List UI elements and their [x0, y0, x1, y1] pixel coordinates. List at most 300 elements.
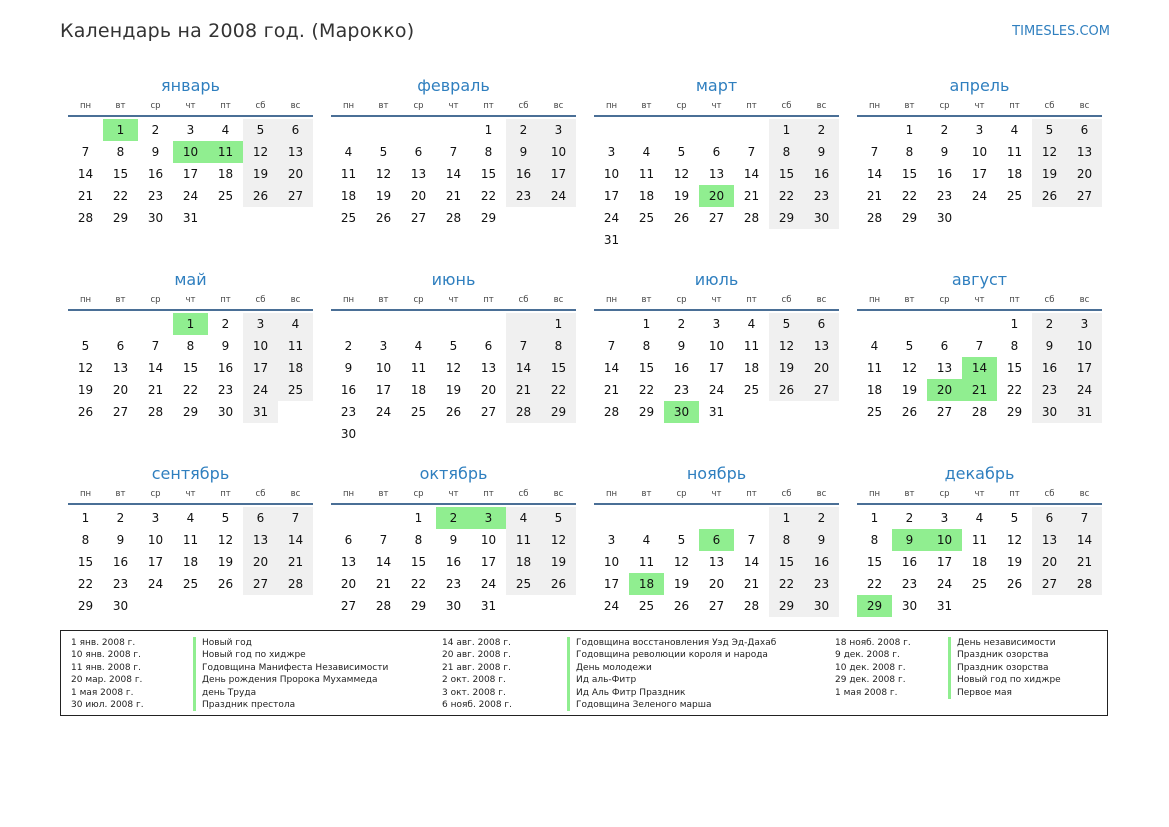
day-cell: 12 [243, 141, 278, 163]
day-cell: 25 [743, 383, 760, 397]
weekday-header [68, 291, 313, 311]
day-cell: 3 [541, 119, 576, 141]
day-cell: 12 [673, 555, 690, 569]
day-cell: 22 [769, 573, 804, 595]
day-cell: 28 [971, 405, 988, 419]
weekday-label: ср [676, 101, 687, 111]
day-cell: 31 [1067, 401, 1102, 423]
day-cell: 25 [182, 577, 199, 591]
empty-cell [103, 313, 138, 335]
day-cell: 21 [1067, 551, 1102, 573]
day-cell: 6 [414, 145, 423, 159]
weekday-header [857, 485, 1102, 505]
day-cell: 28 [506, 401, 541, 423]
day-cell: 4 [975, 511, 984, 525]
day-cell: 2 [940, 123, 949, 137]
day-cell: 7 [81, 145, 90, 159]
day-cell: 10 [173, 141, 208, 163]
day-cell: 30 [445, 599, 462, 613]
day-cell: 3 [975, 123, 984, 137]
day-cell: 13 [480, 361, 497, 375]
day-cell: 21 [866, 189, 883, 203]
day-cell: 26 [541, 573, 576, 595]
empty-cell [68, 119, 103, 141]
day-cell: 9 [892, 529, 927, 551]
day-cell: 17 [147, 555, 164, 569]
day-cell: 28 [743, 211, 760, 225]
weekday-label: пт [220, 295, 231, 305]
day-cell: 12 [445, 361, 462, 375]
day-cell: 20 [1067, 163, 1102, 185]
day-cell: 25 [278, 379, 313, 401]
day-cell: 28 [147, 405, 164, 419]
empty-cell [769, 229, 804, 251]
month-10 [331, 463, 576, 631]
day-cell: 6 [804, 313, 839, 335]
weekday-label: чт [448, 295, 459, 305]
weekday-label: вт [378, 295, 389, 305]
day-cell: 13 [243, 529, 278, 551]
day-cell: 26 [445, 405, 462, 419]
day-cell: 16 [804, 551, 839, 573]
day-cell: 22 [541, 379, 576, 401]
day-cell: 2 [506, 119, 541, 141]
empty-cell [401, 119, 436, 141]
day-cell: 28 [1067, 573, 1102, 595]
weekday-label: чт [448, 101, 459, 111]
day-cell: 7 [607, 339, 616, 353]
legend-date: 21 авг. 2008 г. [442, 662, 511, 673]
weekday-label: пн [605, 295, 618, 305]
day-cell: 26 [673, 599, 690, 613]
legend-date: 20 авг. 2008 г. [442, 650, 511, 661]
day-cell: 19 [77, 383, 94, 397]
legend-holiday-name: Первое мая [957, 687, 1012, 698]
month-4 [857, 75, 1102, 269]
day-cell: 3 [379, 339, 388, 353]
day-cell: 7 [747, 533, 756, 547]
day-cell: 19 [1006, 555, 1023, 569]
legend-names-column [948, 637, 1061, 699]
day-cell: 11 [506, 529, 541, 551]
weekday-label: сб [255, 489, 266, 499]
legend-names-column [567, 637, 776, 711]
day-cell: 17 [480, 555, 497, 569]
day-cell: 20 [699, 185, 734, 207]
month-name: апрель [949, 76, 1010, 95]
day-cell: 20 [410, 189, 427, 203]
site-link[interactable]: TIMESLES.COM [1012, 24, 1110, 39]
legend-holiday-name: Новый год по хиджре [957, 675, 1061, 686]
empty-cell [804, 229, 839, 251]
month-name: октябрь [419, 464, 488, 483]
day-cell: 25 [340, 211, 357, 225]
weekday-label: чт [974, 489, 985, 499]
day-cell: 11 [278, 335, 313, 357]
empty-cell [278, 207, 313, 229]
day-cell: 5 [677, 533, 686, 547]
days-grid [68, 119, 313, 229]
day-cell: 21 [506, 379, 541, 401]
day-cell: 6 [1032, 507, 1067, 529]
legend-date: 1 мая 2008 г. [835, 687, 898, 698]
day-cell: 9 [804, 529, 839, 551]
legend-holiday-name: Годовщина Манифеста Независимости [202, 662, 389, 673]
day-cell: 28 [445, 211, 462, 225]
day-cell: 13 [708, 555, 725, 569]
day-cell: 15 [112, 167, 129, 181]
day-cell: 16 [1032, 357, 1067, 379]
day-cell: 16 [340, 383, 357, 397]
day-cell: 4 [506, 507, 541, 529]
day-cell: 4 [344, 145, 353, 159]
day-cell: 21 [445, 189, 462, 203]
day-cell: 7 [975, 339, 984, 353]
day-cell: 13 [936, 361, 953, 375]
day-cell: 22 [77, 577, 94, 591]
day-cell: 23 [340, 405, 357, 419]
day-cell: 31 [182, 211, 199, 225]
empty-cell [208, 595, 243, 617]
day-cell: 14 [375, 555, 392, 569]
day-cell: 13 [1032, 529, 1067, 551]
day-cell: 5 [541, 507, 576, 529]
day-cell: 16 [506, 163, 541, 185]
weekday-label: ср [413, 489, 424, 499]
day-cell: 20 [340, 577, 357, 591]
weekday-label: пт [483, 489, 494, 499]
day-cell: 7 [379, 533, 388, 547]
day-cell: 7 [151, 339, 160, 353]
day-cell: 22 [1006, 383, 1023, 397]
day-cell: 4 [186, 511, 195, 525]
day-cell: 24 [603, 599, 620, 613]
weekday-header [857, 97, 1102, 117]
legend-holiday-name: Праздник престола [202, 699, 296, 710]
day-cell: 8 [541, 335, 576, 357]
empty-cell [594, 119, 629, 141]
day-cell: 1 [905, 123, 914, 137]
day-cell: 24 [243, 379, 278, 401]
day-cell: 25 [217, 189, 234, 203]
day-cell: 29 [410, 599, 427, 613]
day-cell: 29 [638, 405, 655, 419]
empty-cell [278, 401, 313, 423]
day-cell: 14 [866, 167, 883, 181]
legend-holiday-name: день Труда [202, 687, 257, 698]
day-cell: 14 [278, 529, 313, 551]
day-cell: 16 [112, 555, 129, 569]
day-cell: 10 [243, 335, 278, 357]
weekday-label: вт [115, 489, 126, 499]
day-cell: 18 [629, 573, 664, 595]
weekday-label: ср [939, 295, 950, 305]
empty-cell [1032, 595, 1067, 617]
legend-holiday-name: Новый год [202, 638, 252, 648]
weekday-label: вс [290, 101, 301, 111]
month-12 [857, 463, 1102, 631]
day-cell: 15 [541, 357, 576, 379]
day-cell: 27 [112, 405, 129, 419]
empty-cell [1067, 595, 1102, 617]
empty-cell [892, 313, 927, 335]
day-cell: 7 [747, 145, 756, 159]
empty-cell [927, 313, 962, 335]
month-7 [594, 269, 839, 463]
day-cell: 27 [340, 599, 357, 613]
day-cell: 8 [81, 533, 90, 547]
empty-cell [471, 313, 506, 335]
days-grid [857, 119, 1102, 229]
day-cell: 26 [375, 211, 392, 225]
day-cell: 19 [445, 383, 462, 397]
weekday-label: вс [1079, 295, 1090, 305]
day-cell: 13 [112, 361, 129, 375]
legend-holiday-name: Ид Аль Фитр Праздник [576, 687, 686, 698]
day-cell: 9 [1032, 335, 1067, 357]
empty-cell [857, 313, 892, 335]
day-cell: 12 [217, 533, 234, 547]
day-cell: 3 [607, 533, 616, 547]
day-cell: 1 [414, 511, 423, 525]
day-cell: 1 [541, 313, 576, 335]
weekday-label: вт [641, 489, 652, 499]
day-cell: 19 [375, 189, 392, 203]
day-cell: 5 [1032, 119, 1067, 141]
day-cell: 21 [603, 383, 620, 397]
legend-date: 14 авг. 2008 г. [442, 638, 511, 648]
day-cell: 29 [112, 211, 129, 225]
day-cell: 3 [607, 145, 616, 159]
empty-cell [173, 595, 208, 617]
empty-cell [506, 207, 541, 229]
empty-cell [243, 207, 278, 229]
empty-cell [629, 229, 664, 251]
legend-date: 1 янв. 2008 г. [71, 638, 136, 648]
day-cell: 15 [638, 361, 655, 375]
day-cell: 29 [769, 595, 804, 617]
legend-date: 20 мар. 2008 г. [71, 675, 143, 686]
day-cell: 30 [217, 405, 234, 419]
weekday-label: вс [290, 295, 301, 305]
legend-holiday-name: Годовщина Зеленого марша [576, 699, 712, 710]
day-cell: 12 [901, 361, 918, 375]
day-cell: 17 [243, 357, 278, 379]
holiday-legend [60, 630, 1108, 716]
day-cell: 6 [116, 339, 125, 353]
empty-cell [734, 507, 769, 529]
empty-cell [699, 119, 734, 141]
day-cell: 24 [1067, 379, 1102, 401]
weekday-header [68, 485, 313, 505]
day-cell: 27 [936, 405, 953, 419]
day-cell: 27 [1032, 573, 1067, 595]
legend-date: 10 дек. 2008 г. [835, 662, 906, 673]
day-cell: 3 [243, 313, 278, 335]
legend-holiday-name: Годовщина восстановления Уэд Эд-Дахаб [576, 638, 777, 648]
legend-date: 9 дек. 2008 г. [835, 650, 900, 661]
day-cell: 7 [506, 335, 541, 357]
day-cell: 24 [147, 577, 164, 591]
weekday-label: пн [605, 101, 618, 111]
weekday-label: пт [220, 489, 231, 499]
day-cell: 19 [673, 189, 690, 203]
day-cell: 3 [186, 123, 195, 137]
weekday-label: сб [1044, 101, 1055, 111]
day-cell: 14 [603, 361, 620, 375]
day-cell: 28 [375, 599, 392, 613]
day-cell: 26 [673, 211, 690, 225]
day-cell: 10 [375, 361, 392, 375]
weekday-label: чт [185, 295, 196, 305]
day-cell: 4 [642, 145, 651, 159]
legend-date: 6 нояб. 2008 г. [442, 699, 513, 710]
day-cell: 5 [81, 339, 90, 353]
empty-cell [541, 595, 576, 617]
weekday-label: пн [342, 489, 355, 499]
weekday-label: вс [553, 101, 564, 111]
day-cell: 24 [971, 189, 988, 203]
day-cell: 27 [480, 405, 497, 419]
day-cell: 16 [901, 555, 918, 569]
empty-cell [857, 119, 892, 141]
month-3 [594, 75, 839, 269]
weekday-label: вс [1079, 101, 1090, 111]
weekday-label: вт [641, 295, 652, 305]
month-name: июль [694, 270, 739, 289]
day-cell: 23 [901, 577, 918, 591]
empty-cell [997, 207, 1032, 229]
day-cell: 12 [77, 361, 94, 375]
day-cell: 4 [747, 317, 756, 331]
day-cell: 18 [866, 383, 883, 397]
weekday-label: вт [904, 295, 915, 305]
month-11 [594, 463, 839, 631]
day-cell: 17 [375, 383, 392, 397]
day-cell: 23 [445, 577, 462, 591]
day-cell: 24 [936, 577, 953, 591]
weekday-label: вт [378, 101, 389, 111]
day-cell: 14 [445, 167, 462, 181]
day-cell: 18 [410, 383, 427, 397]
day-cell: 14 [743, 167, 760, 181]
day-cell: 29 [182, 405, 199, 419]
weekday-label: сб [518, 101, 529, 111]
legend-date: 11 янв. 2008 г. [71, 662, 141, 673]
weekday-label: ср [150, 295, 161, 305]
day-cell: 8 [186, 339, 195, 353]
day-cell: 26 [217, 577, 234, 591]
weekday-label: вт [115, 295, 126, 305]
empty-cell [629, 507, 664, 529]
weekday-label: сб [518, 295, 529, 305]
weekday-header [331, 291, 576, 311]
weekday-label: вт [115, 101, 126, 111]
month-name: февраль [417, 76, 490, 95]
day-cell: 23 [673, 383, 690, 397]
empty-cell [506, 595, 541, 617]
day-cell: 18 [638, 189, 655, 203]
weekday-label: пн [605, 489, 618, 499]
weekday-label: пт [1009, 489, 1020, 499]
day-cell: 12 [769, 335, 804, 357]
day-cell: 11 [1006, 145, 1023, 159]
month-name: март [695, 76, 738, 95]
weekday-label: чт [185, 101, 196, 111]
day-cell: 27 [410, 211, 427, 225]
month-name: август [951, 270, 1008, 289]
day-cell: 17 [708, 361, 725, 375]
legend-date: 10 янв. 2008 г. [71, 650, 141, 661]
day-cell: 13 [1067, 141, 1102, 163]
weekday-label: вс [553, 295, 564, 305]
day-cell: 29 [857, 595, 892, 617]
weekday-label: вс [816, 101, 827, 111]
day-cell: 1 [870, 511, 879, 525]
day-cell: 31 [243, 401, 278, 423]
day-cell: 25 [506, 573, 541, 595]
empty-cell [436, 119, 471, 141]
day-cell: 6 [712, 145, 721, 159]
month-5 [68, 269, 313, 463]
day-cell: 31 [936, 599, 953, 613]
days-grid [594, 507, 839, 617]
day-cell: 15 [182, 361, 199, 375]
day-cell: 4 [221, 123, 230, 137]
month-name: январь [161, 76, 220, 95]
day-cell: 6 [699, 529, 734, 551]
day-cell: 2 [344, 339, 353, 353]
day-cell: 6 [484, 339, 493, 353]
day-cell: 22 [480, 189, 497, 203]
weekday-label: пт [1009, 295, 1020, 305]
day-cell: 22 [112, 189, 129, 203]
empty-cell [1032, 207, 1067, 229]
day-cell: 18 [743, 361, 760, 375]
day-cell: 24 [375, 405, 392, 419]
day-cell: 29 [769, 207, 804, 229]
day-cell: 25 [638, 211, 655, 225]
day-cell: 23 [112, 577, 129, 591]
weekday-label: вс [816, 295, 827, 305]
day-cell: 29 [480, 211, 497, 225]
legend-dates-column [71, 637, 144, 711]
weekday-label: ср [413, 101, 424, 111]
legend-holiday-name: День независимости [957, 638, 1056, 648]
day-cell: 17 [1067, 357, 1102, 379]
day-cell: 12 [375, 167, 392, 181]
day-cell: 30 [340, 427, 357, 441]
day-cell: 30 [901, 599, 918, 613]
day-cell: 29 [541, 401, 576, 423]
day-cell: 7 [278, 507, 313, 529]
day-cell: 6 [278, 119, 313, 141]
day-cell: 11 [971, 533, 988, 547]
day-cell: 15 [901, 167, 918, 181]
day-cell: 25 [410, 405, 427, 419]
empty-cell [804, 401, 839, 423]
day-cell: 20 [243, 551, 278, 573]
legend-holiday-name: Праздник озорства [957, 650, 1049, 661]
day-cell: 22 [410, 577, 427, 591]
legend-holiday-name: Ид аль-Фитр [576, 675, 637, 686]
empty-cell [138, 595, 173, 617]
day-cell: 18 [971, 555, 988, 569]
weekday-label: чт [974, 295, 985, 305]
day-cell: 1 [81, 511, 90, 525]
day-cell: 4 [642, 533, 651, 547]
day-cell: 4 [1010, 123, 1019, 137]
